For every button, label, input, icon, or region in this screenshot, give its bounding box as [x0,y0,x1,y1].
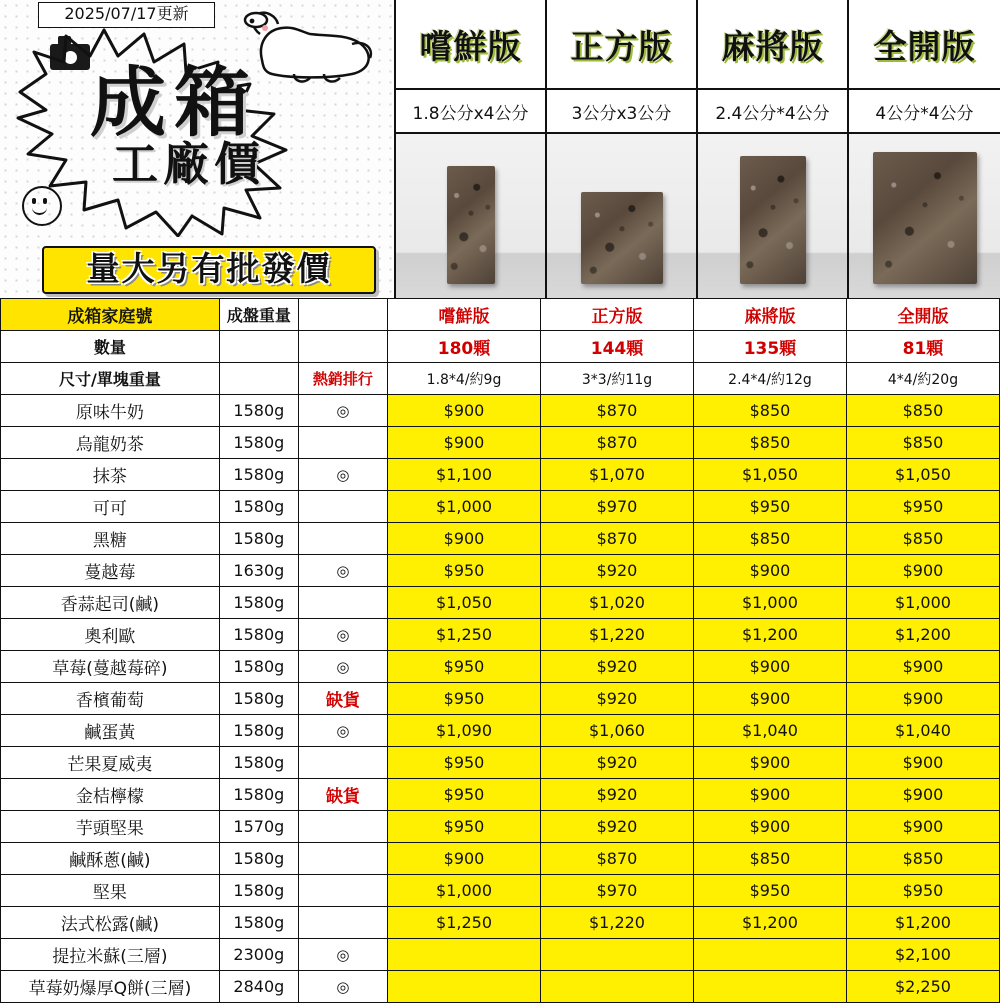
price-cell-3: $850 [846,427,999,459]
price-cell-0: $900 [388,843,541,875]
tray-weight: 1580g [219,395,298,427]
flavor-name: 草莓奶爆厚Q餅(三層) [1,971,220,1003]
tray-weight: 1580g [219,651,298,683]
dog-doodle-icon [232,4,392,90]
price-cell-3: $850 [846,523,999,555]
header-unit-size-3: 4*4/約20g [846,363,999,395]
header-tray-weight: 成盤重量 [219,299,298,331]
flavor-name: 芒果夏威夷 [1,747,220,779]
table-row [1,587,1000,619]
flavor-name: 提拉米蘇(三層) [1,939,220,971]
price-cell-1: $920 [541,747,694,779]
price-cell-1: $1,070 [541,459,694,491]
price-cell-3: $2,100 [846,939,999,971]
price-cell-1: $870 [541,395,694,427]
header-quantity-1: 144顆 [541,331,694,363]
price-cell-0: $950 [388,747,541,779]
price-cell-2: $1,050 [693,459,846,491]
price-cell-3: $1,000 [846,587,999,619]
product-name-3: 全開版 [849,0,1000,90]
rank-badge [298,907,387,939]
price-cell-3: $2,250 [846,971,999,1003]
price-cell-1: $870 [541,843,694,875]
flavor-name: 香蒜起司(鹹) [1,587,220,619]
table-row [1,875,1000,907]
price-cell-2: $850 [693,523,846,555]
price-cell-3: $900 [846,811,999,843]
table-row [1,715,1000,747]
tray-weight: 1580g [219,683,298,715]
rank-badge [298,427,387,459]
price-cell-2: $900 [693,555,846,587]
price-cell-0: $1,090 [388,715,541,747]
flavor-name: 原味牛奶 [1,395,220,427]
price-cell-0: $1,000 [388,491,541,523]
flavor-name: 奧利歐 [1,619,220,651]
price-cell-2: $850 [693,427,846,459]
table-row [1,811,1000,843]
price-cell-2: $1,000 [693,587,846,619]
table-row [1,971,1000,1003]
price-cell-1: $920 [541,683,694,715]
price-cell-3: $900 [846,555,999,587]
product-name-1: 正方版 [547,0,696,90]
price-cell-0: $1,000 [388,875,541,907]
product-column-2 [698,0,849,298]
price-cell-1: $1,020 [541,587,694,619]
header-hot-rank: 熱銷排行 [298,363,387,395]
rank-badge: ◎ [298,395,387,427]
table-row [1,395,1000,427]
rank-badge: ◎ [298,651,387,683]
flavor-name: 鹹酥蔥(鹹) [1,843,220,875]
table-row [1,523,1000,555]
price-cell-3: $1,200 [846,619,999,651]
product-name-0: 嚐鮮版 [396,0,545,90]
price-cell-2 [693,971,846,1003]
price-cell-1: $920 [541,651,694,683]
flavor-name: 蔓越莓 [1,555,220,587]
rank-badge [298,747,387,779]
price-cell-2: $900 [693,651,846,683]
price-cell-0: $1,250 [388,619,541,651]
price-cell-2: $900 [693,683,846,715]
price-cell-2 [693,939,846,971]
header-quantity-2: 135顆 [693,331,846,363]
rank-badge: ◎ [298,939,387,971]
product-photo-1 [547,134,696,298]
price-cell-2: $950 [693,875,846,907]
table-row [1,843,1000,875]
header-size-label: 尺寸/單塊重量 [1,363,220,395]
table-row [1,939,1000,971]
page-subtitle: 工廠價 [112,137,265,191]
product-size-3: 4公分*4公分 [849,90,1000,134]
flavor-name: 堅果 [1,875,220,907]
price-cell-0: $950 [388,811,541,843]
table-row [1,459,1000,491]
price-cell-3: $900 [846,683,999,715]
price-table [0,298,1000,1003]
tray-weight: 1580g [219,523,298,555]
price-cell-2: $950 [693,491,846,523]
flavor-name: 芋頭堅果 [1,811,220,843]
price-cell-2: $1,200 [693,619,846,651]
price-cell-0: $950 [388,779,541,811]
price-cell-0: $1,100 [388,459,541,491]
price-cell-3: $900 [846,779,999,811]
price-cell-1 [541,971,694,1003]
price-cell-0: $1,050 [388,587,541,619]
price-cell-1: $1,220 [541,619,694,651]
header-quantity-label: 數量 [1,331,220,363]
tray-weight: 1580g [219,907,298,939]
table-row [1,779,1000,811]
header-unit-size-2: 2.4*4/約12g [693,363,846,395]
table-row [1,491,1000,523]
price-cell-3: $950 [846,875,999,907]
flavor-name: 草莓(蔓越莓碎) [1,651,220,683]
top-banner [0,0,1000,298]
tray-weight: 1580g [219,619,298,651]
header-variant-1: 正方版 [541,299,694,331]
product-column-3 [849,0,1000,298]
tray-weight: 1580g [219,427,298,459]
price-cell-0: $900 [388,427,541,459]
price-cell-1: $870 [541,427,694,459]
product-photo-3 [849,134,1000,298]
rank-badge [298,523,387,555]
price-cell-0: $900 [388,395,541,427]
price-cell-3: $900 [846,651,999,683]
rank-badge: ◎ [298,555,387,587]
product-name-2: 麻將版 [698,0,847,90]
product-size-0: 1.8公分x4公分 [396,90,545,134]
price-cell-3: $900 [846,747,999,779]
rank-badge: ◎ [298,971,387,1003]
table-header-row-2 [1,331,1000,363]
price-cell-2: $900 [693,779,846,811]
price-cell-0: $950 [388,555,541,587]
table-row [1,747,1000,779]
product-column-0 [396,0,547,298]
price-cell-2: $850 [693,843,846,875]
price-cell-1: $920 [541,555,694,587]
tray-weight: 1630g [219,555,298,587]
table-row [1,907,1000,939]
header-blank-2 [219,331,298,363]
tray-weight: 1580g [219,587,298,619]
price-cell-0: $900 [388,523,541,555]
tray-weight: 1580g [219,715,298,747]
price-cell-1: $870 [541,523,694,555]
flavor-name: 可可 [1,491,220,523]
header-quantity-3: 81顆 [846,331,999,363]
price-cell-0: $950 [388,651,541,683]
header-blank-3 [298,331,387,363]
price-cell-1: $920 [541,811,694,843]
tray-weight: 1580g [219,747,298,779]
price-cell-3: $1,050 [846,459,999,491]
price-cell-0: $950 [388,683,541,715]
price-cell-2: $900 [693,747,846,779]
product-size-1: 3公分x3公分 [547,90,696,134]
product-variant-gallery [396,0,1000,298]
table-row [1,651,1000,683]
flavor-name: 法式松露(鹹) [1,907,220,939]
rank-badge [298,843,387,875]
price-cell-1: $920 [541,779,694,811]
flavor-name: 黑糖 [1,523,220,555]
rank-badge [298,811,387,843]
table-row [1,555,1000,587]
rank-badge: 缺貨 [298,779,387,811]
page-title: 成箱 [90,58,258,147]
tray-weight: 1580g [219,459,298,491]
product-photo-2 [698,134,847,298]
tray-weight: 2300g [219,939,298,971]
price-cell-3: $950 [846,491,999,523]
price-cell-1: $970 [541,491,694,523]
price-cell-2: $850 [693,395,846,427]
rank-badge: ◎ [298,459,387,491]
flavor-name: 鹹蛋黃 [1,715,220,747]
header-variant-2: 麻將版 [693,299,846,331]
product-photo-0 [396,134,545,298]
rank-badge [298,587,387,619]
header-variant-0: 嚐鮮版 [388,299,541,331]
price-cell-1 [541,939,694,971]
price-cell-3: $1,200 [846,907,999,939]
header-unit-size-0: 1.8*4/約9g [388,363,541,395]
price-cell-3: $850 [846,843,999,875]
banner-left-panel [0,0,396,298]
rank-badge [298,875,387,907]
price-cell-2: $900 [693,811,846,843]
product-size-2: 2.4公分*4公分 [698,90,847,134]
price-cell-2: $1,040 [693,715,846,747]
price-cell-3: $1,040 [846,715,999,747]
table-row [1,427,1000,459]
rank-badge: ◎ [298,619,387,651]
header-variant-3: 全開版 [846,299,999,331]
flavor-name: 香檳葡萄 [1,683,220,715]
table-header-row-3 [1,363,1000,395]
price-cell-1: $970 [541,875,694,907]
header-unit-size-1: 3*3/約11g [541,363,694,395]
rank-badge [298,491,387,523]
update-date: 2025/07/17更新 [38,2,215,28]
smiley-icon [22,186,62,226]
header-blank-4 [219,363,298,395]
header-family-box: 成箱家庭號 [1,299,220,331]
price-cell-3: $850 [846,395,999,427]
header-quantity-0: 180顆 [388,331,541,363]
tray-weight: 1570g [219,811,298,843]
table-row [1,683,1000,715]
price-cell-2: $1,200 [693,907,846,939]
tray-weight: 2840g [219,971,298,1003]
flavor-name: 烏龍奶茶 [1,427,220,459]
table-row [1,619,1000,651]
rank-badge: ◎ [298,715,387,747]
price-cell-0: $1,250 [388,907,541,939]
price-cell-1: $1,220 [541,907,694,939]
table-header-row-1 [1,299,1000,331]
product-column-1 [547,0,698,298]
tray-weight: 1580g [219,491,298,523]
flavor-name: 金桔檸檬 [1,779,220,811]
tray-weight: 1580g [219,779,298,811]
rank-badge: 缺貨 [298,683,387,715]
flavor-name: 抹茶 [1,459,220,491]
header-blank-1 [298,299,387,331]
tray-weight: 1580g [219,875,298,907]
tray-weight: 1580g [219,843,298,875]
price-cell-0 [388,971,541,1003]
price-cell-0 [388,939,541,971]
wholesale-banner [42,246,376,294]
price-cell-1: $1,060 [541,715,694,747]
wholesale-banner-label: 量大另有批發價 [86,249,332,288]
